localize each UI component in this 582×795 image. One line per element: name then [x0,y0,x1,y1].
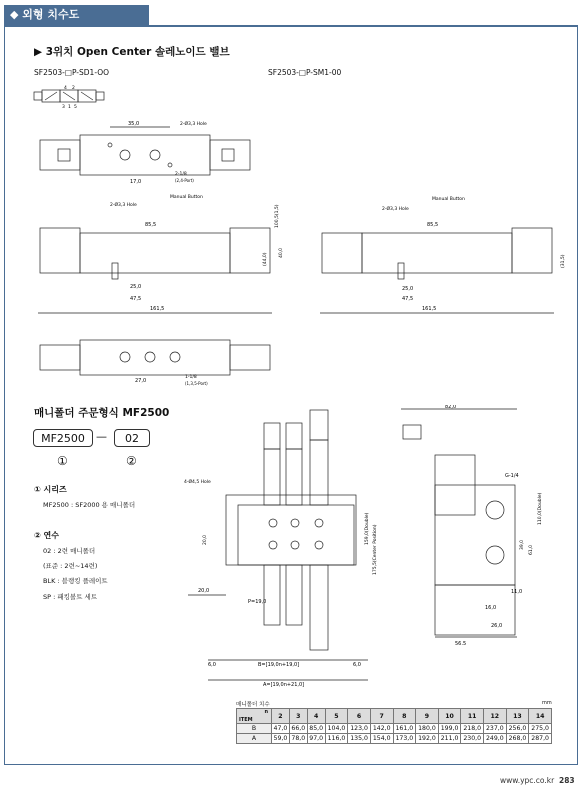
dim-40: 40,0 [279,247,284,258]
table-cell: 78,0 [289,734,307,744]
table-unit: mm [542,700,552,706]
table-cell: 142,0 [370,724,393,734]
dim-855: 85,5 [145,222,157,228]
dim-820: 82,0 [445,405,457,410]
dim-hole-33b: 2-Ø3,3 Hole [110,203,137,208]
table-cell: 256,0 [506,724,529,734]
port-label-4: 4 [64,86,67,91]
col-header: 14 [529,709,552,724]
port-label-1: 1 [68,105,71,110]
col-header: 4 [307,709,325,724]
station-line: BLK : 블랭킹 플레이트 [43,577,108,585]
manifold-side-view [395,405,555,645]
dim-60b: 6,0 [353,662,361,668]
port-label-5: 5 [74,105,77,110]
valve-title: ▶ 3위치 Open Center 솔레노이드 밸브 [34,46,230,58]
table-cell: 218,0 [461,724,484,734]
corner-item: ITEM [239,717,253,723]
table-cell: 199,0 [438,724,461,734]
dim-p19: P=19,0 [248,599,267,605]
dim-390: 39,0 [520,539,525,550]
port-label-3: 3 [62,105,65,110]
station-line: (표준 : 2련~14련) [43,562,98,570]
row-label: B [237,724,272,734]
col-header: 3 [289,709,307,724]
dim-g18: 2-1/8 [175,172,187,177]
valve-bottom-view [30,330,290,390]
table-cell: 275,0 [529,724,552,734]
dim-1615b: 161,5 [422,306,437,312]
station-line: 02 : 2련 매니폴더 [43,547,96,555]
dim-565: 56,5 [455,641,467,645]
col-header: 2 [272,709,290,724]
model-left: SF2503-□P-SD1-OO [34,68,110,77]
table-cell: 104,0 [325,724,348,734]
col-header: 12 [484,709,507,724]
dim-g14: G-1/4 [505,473,519,479]
table-cell: 47,0 [272,724,290,734]
col-header: 5 [325,709,348,724]
dim-1955: 159,0(Double) [365,512,370,545]
col-header: 7 [370,709,393,724]
code-stations-box: 02 [114,429,150,447]
dim-610: 61,0 [529,544,534,555]
table-cell: 211,0 [438,734,461,744]
table-cell: 173,0 [393,734,416,744]
table-cell: 249,0 [484,734,507,744]
dimension-table [236,708,552,744]
table-cell: 180,0 [416,724,439,734]
code-dash: — [96,430,107,443]
dim-260: 26,0 [491,623,503,629]
dim-1615: 161,5 [150,306,165,312]
table-cell: 135,0 [348,734,371,744]
dim-g18b: 1-1/8 [185,375,197,380]
dim-hole-33: 2-Ø3,3 Hole [180,122,207,127]
manual-button-label-2: Manual Button [432,197,465,202]
table-cell: 268,0 [506,734,529,744]
dim-1005: 100,5(1,5) [275,204,280,228]
dim-hole-33c: 2-Ø3,3 Hole [382,207,409,212]
corner-n: n [264,709,268,715]
table-cell: 97,0 [307,734,325,744]
dim-200: 20,0 [203,534,208,545]
model-right: SF2503-□P-SM1-00 [268,68,342,77]
valve-symbol [30,84,110,114]
table-cell: 123,0 [348,724,371,734]
table-row [237,734,552,744]
col-header: 10 [438,709,461,724]
dim-hole-45: 4-Ø4,5 Hole [184,480,211,485]
dim-a: A=[19,0n+21,0] [263,682,305,688]
dim-315: (31,5) [561,254,566,268]
dim-25: 25,0 [130,284,142,290]
code-main-box: MF2500 [33,429,93,447]
dim-port-b: (1,3,5-Port) [185,381,208,386]
dim-160: 16,0 [485,605,497,611]
section-header: ◆ 외형 치수도 [4,5,149,25]
station-line: SP : 패킹볼트 세트 [43,593,98,601]
valve-top-view [30,115,270,195]
table-cell: 192,0 [416,734,439,744]
footer-url: www.ypc.co.kr [500,776,555,785]
manual-button-label: Manual Button [170,195,203,200]
code-num-1: ① [57,454,68,468]
dim-475b: 47,5 [402,296,414,302]
table-cell: 230,0 [461,734,484,744]
dim-110: 11,0 [511,589,523,595]
col-header: 11 [461,709,484,724]
table-corner-cell [237,709,272,724]
col-header: 8 [393,709,416,724]
table-cell: 287,0 [529,734,552,744]
dim-b: B=[19,0n+19,0] [258,662,300,668]
col-header: 13 [506,709,529,724]
manifold-front-view [178,405,378,690]
dim-17: 17,0 [130,179,142,185]
table-row [237,724,552,734]
table-cell: 237,0 [484,724,507,734]
page-number: 283 [559,776,575,785]
station-title: ② 연수 [34,531,60,540]
dim-1755: 175,5(Center Position) [373,524,378,575]
col-header: 9 [416,709,439,724]
dim-25b: 25,0 [402,286,414,292]
port-label-2: 2 [72,86,75,91]
dim-475: 47,5 [130,296,142,302]
table-header-row [237,709,552,724]
dim-port-a: (2,4-Port) [175,178,194,183]
dim-210: 20,0 [198,588,210,594]
table-caption: 매니폴더 치수 [236,702,270,708]
table-cell: 59,0 [272,734,290,744]
dim-27: 27,0 [135,378,147,384]
valve-front-view [30,188,290,318]
series-title: ① 시리즈 [34,485,67,494]
dim-855b: 85,5 [427,222,439,228]
table-cell: 154,0 [370,734,393,744]
table-cell: 66,0 [289,724,307,734]
dim-60: 6,0 [208,662,216,668]
table-cell: 161,0 [393,724,416,734]
code-num-2: ② [126,454,137,468]
series-desc: MF2500 : SF2000 용 매니폴더 [43,501,136,509]
col-header: 6 [348,709,371,724]
dim-44: (44,0) [263,252,268,266]
row-label: A [237,734,272,744]
dim-1305: 110,0(Double) [538,492,543,525]
table-cell: 85,0 [307,724,325,734]
valve-front-view-single [312,188,572,318]
table-cell: 116,0 [325,734,348,744]
manifold-title: 매니폴더 주문형식 MF2500 [34,407,170,419]
dim-35: 35,0 [128,121,140,127]
